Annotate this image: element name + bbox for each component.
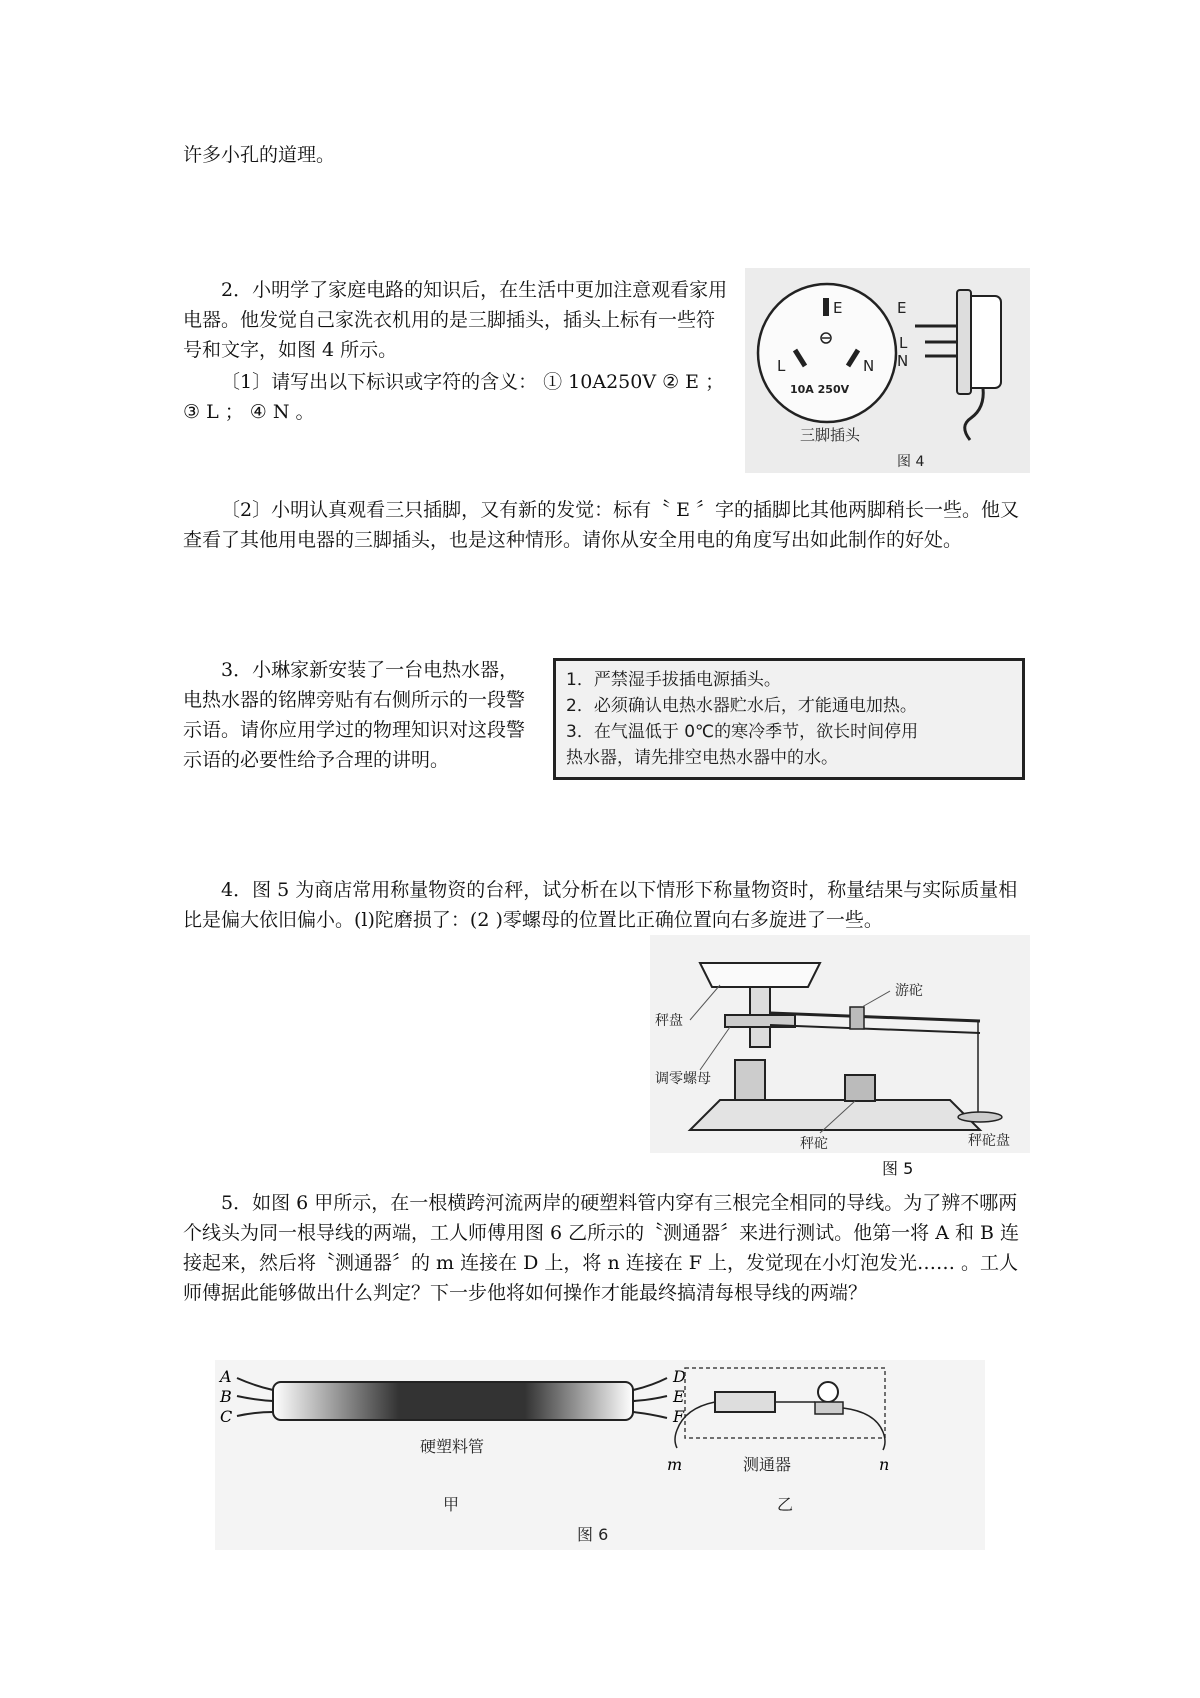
q2-intro: 2．小明学了家庭电路的知识后，在生活中更加注意观看家用电器。他发觉自己家洗衣机用的是三脚插头，插头上标有一些符号和文字，如图 4 所示。 (183, 279, 728, 361)
weight (845, 1075, 875, 1101)
figure-4-number: 图 4 (897, 454, 925, 470)
pin-n-label: N (863, 357, 875, 375)
label-c: C (220, 1407, 233, 1426)
rating-label: 10A 250V (790, 383, 850, 396)
weight-pan (958, 1112, 1002, 1122)
warning-line: 2．必须确认电热水器贮水后，才能通电加热。 (566, 696, 917, 716)
q5-text: 5．如图 6 甲所示，在一根横跨河流两岸的硬塑料管内穿有三根完全相同的导线。为了辨不哪两个线头为同一根导线的两端，工人师傅用图 6 乙所示的〝测通器〞来进行测试。他第一将 A 和 B 连接起来，然后将〝测通器〞的 m 连接在 D 上，将 n 连接在 F 上，发觉现在小灯泡发光…… 。工人师傅据此能够做出什么判定？下一步他将如何操作才能最终搞清每根导线的两端？ (183, 1192, 1020, 1304)
label-a: A (220, 1367, 232, 1386)
warning-line: 热水器，请先排空电热水器中的水。 (566, 748, 838, 768)
label-b: B (220, 1387, 232, 1406)
yi-label: 乙 (777, 1495, 794, 1514)
label-e: E (673, 1387, 685, 1406)
q2-part1: 〔1〕请写出以下标识或字符的含义： ① 10A250V ② E ； ③ L ； ④ N 。 (183, 371, 725, 423)
jia-label: 甲 (443, 1495, 460, 1514)
pan-label: 秤盘 (655, 1013, 683, 1029)
label-f: F (673, 1407, 685, 1426)
q4-text: 4．图 5 为商店常用称量物资的台秤，试分析在以下情形下称量物资时，称量结果与实际质量相比是偏大依旧偏小。(l)陀磨损了：(2 )零螺母的位置比正确位置向右多旋进了一些。 (183, 879, 1018, 931)
rider-label: 游砣 (895, 983, 923, 999)
pin-e-slot (823, 298, 829, 316)
scale-pan (700, 963, 820, 987)
figure-5-number: 图 5 (882, 1159, 914, 1178)
zero-nut-label: 调零螺母 (655, 1071, 711, 1087)
side-n-label: N (897, 352, 909, 370)
warning-line: 3．在气温低于 0℃的寒冷季节，欲长时间停用 (566, 722, 919, 742)
weight-pan-label: 秤砣盘 (968, 1133, 1010, 1149)
figure-6-number: 图 6 (577, 1525, 609, 1544)
figure-6 (215, 1360, 985, 1550)
warning-notice (553, 658, 1025, 780)
tester-label: 测通器 (743, 1455, 792, 1474)
side-l-label: L (899, 334, 908, 352)
side-e-label: E (897, 299, 907, 317)
figure-4-plug (745, 268, 1030, 473)
pin-l-label: L (777, 357, 786, 375)
q3-text: 3．小琳家新安装了一台电热水器，电热水器的铭牌旁贴有右侧所示的一段警示语。请你应用学过的物理知识对这段警示语的必要性给予合理的讲明。 (183, 659, 526, 771)
warning-line: 1．严禁湿手拔插电源插头。 (566, 670, 781, 690)
pipe-label: 硬塑料管 (420, 1437, 485, 1456)
q2-part2: 〔2〕小明认真观看三只插脚，又有新的发觉：标有〝 E 〞字的插脚比其他两脚稍长一些。他又查看了其他用电器的三脚插头，也是这种情形。请你从安全用电的角度写出如此制作的好处。 (183, 499, 1020, 551)
pin-e-label: E (833, 299, 843, 317)
bulb (818, 1382, 838, 1402)
plug-caption: 三脚插头 (800, 426, 861, 444)
continuation-text: 许多小孔的道理。 (183, 144, 336, 166)
rider (850, 1007, 864, 1029)
plastic-pipe (273, 1382, 633, 1420)
battery (715, 1392, 775, 1412)
label-d: D (673, 1367, 686, 1386)
weight-label: 秤砣 (800, 1136, 828, 1152)
figure-5-scale (650, 935, 1030, 1153)
label-n: n (879, 1455, 890, 1474)
label-m: m (667, 1455, 683, 1474)
scale-base (690, 1100, 980, 1130)
